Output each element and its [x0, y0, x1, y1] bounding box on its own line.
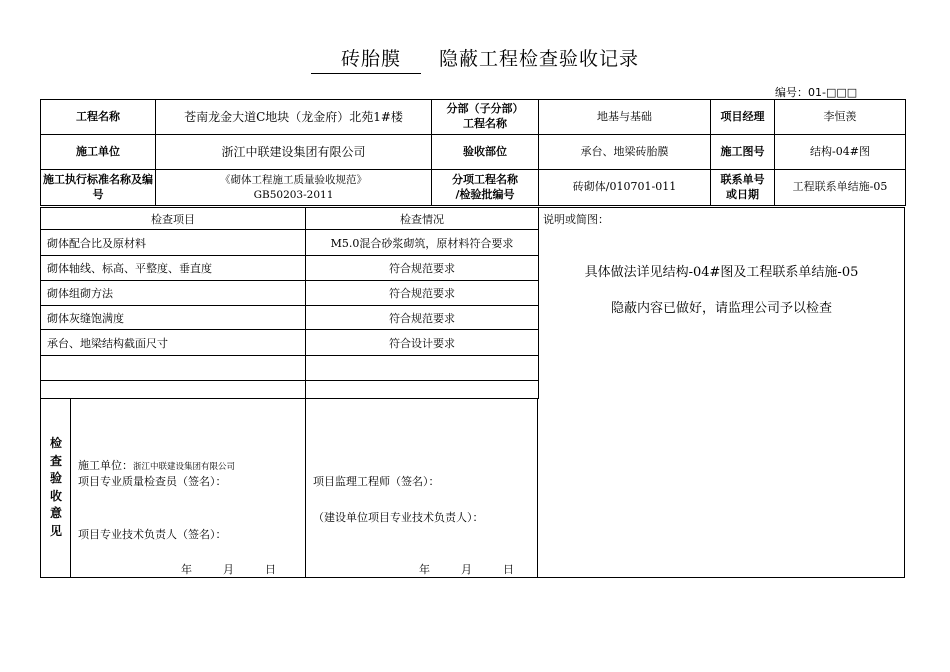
opinion-char: 验: [50, 471, 63, 485]
pm-value: 李恒羡: [775, 100, 906, 135]
standard-value: [156, 170, 432, 206]
standard-line2: GB50203-2011: [253, 188, 334, 201]
title-prefix: 砖胎膜: [311, 44, 421, 74]
contractor-sign-row: [78, 457, 235, 473]
drawing-no-label: 施工图号: [711, 135, 775, 170]
opinion-char: 见: [50, 523, 63, 538]
inspect-item: 砌体配合比及原材料: [41, 230, 306, 256]
inspect-status: 符合设计要求: [306, 330, 539, 356]
contact-label-line2: 或日期: [726, 187, 759, 201]
contractor-label: 施工单位: [41, 135, 156, 170]
opinion-char: 收: [50, 488, 63, 503]
project-name-label: 工程名称: [41, 100, 156, 135]
date-year: 年: [181, 563, 192, 576]
inspection-section: [40, 207, 538, 578]
sub-item-value: 砖砌体/010701-011: [539, 170, 711, 206]
document-title: [0, 44, 950, 74]
document-number: 编号：01-□□□: [775, 86, 858, 99]
inspect-item-empty: [41, 381, 306, 399]
division-label: [432, 100, 539, 135]
opinion-contractor-label: 施工单位：: [78, 459, 133, 472]
contact-value: 工程联系单结施-05: [775, 170, 906, 206]
sub-item-label-line2: /检验批编号: [455, 187, 515, 201]
inspect-status: 符合规范要求: [306, 306, 539, 330]
remarks-panel: [538, 207, 905, 578]
opinion-contractor-value: 浙江中联建设集团有限公司: [133, 462, 236, 472]
inspect-status: M5.0混合砂浆砌筑，原材料符合要求: [306, 230, 539, 256]
inspect-status: 符合规范要求: [306, 256, 539, 281]
inspect-status-header: 检查情况: [306, 208, 539, 230]
inspect-part-value: 承台、地梁砖胎膜: [539, 135, 711, 170]
tech-lead-label: 项目专业技术负责人（签名）：: [78, 528, 227, 541]
division-label-line2: 工程名称: [463, 117, 507, 130]
opinion-vertical-label: [41, 399, 71, 578]
date-year-2: 年: [419, 563, 430, 576]
inspect-status: 符合规范要求: [306, 281, 539, 306]
inspect-item: 砌体灰缝饱满度: [41, 306, 306, 330]
opinion-char: 意: [50, 506, 63, 520]
inspect-item: 砌体组砌方法: [41, 281, 306, 306]
contact-label-line1: 联系单号: [720, 172, 765, 186]
drawing-no-value: 结构-04#图: [775, 135, 906, 170]
owner-tech-label: （建设单位项目专业技术负责人）：: [313, 511, 484, 524]
standard-line1: 《砌体工程施工质量验收规范》: [220, 174, 367, 187]
remarks-line2: 隐蔽内容已做好，请监理公司予以检查: [610, 301, 832, 316]
inspect-part-label: 验收部位: [432, 135, 539, 170]
division-label-line1: 分部（子分部）: [446, 102, 524, 116]
standard-label: 施工执行标准名称及编号: [41, 170, 156, 206]
date-day-2: 日: [503, 563, 514, 576]
header-table: [40, 99, 906, 206]
inspect-status-empty: [306, 356, 539, 381]
pm-label: 项目经理: [711, 100, 775, 135]
inspect-item-empty: [41, 356, 306, 381]
date-month: 月: [223, 563, 234, 576]
sub-item-label: [432, 170, 539, 206]
contact-label: [711, 170, 775, 206]
date-month-2: 月: [461, 563, 472, 576]
contractor-value: 浙江中联建设集团有限公司: [156, 135, 432, 170]
opinion-char: 检: [50, 436, 63, 450]
title-main: 隐蔽工程检查验收记录: [439, 48, 640, 70]
sub-item-label-line1: 分项工程名称: [452, 172, 518, 186]
supervisor-label: 项目监理工程师（签名）：: [313, 475, 440, 488]
division-value: 地基与基础: [539, 100, 711, 135]
inspect-item: 承台、地梁结构截面尺寸: [41, 330, 306, 356]
remarks-label: 说明或简图：: [543, 213, 609, 226]
remarks-line1: 具体做法详见结构-04#图及工程联系单结施-05: [584, 265, 859, 280]
opinion-divider: [305, 399, 306, 578]
opinion-char: 查: [50, 453, 63, 468]
inspection-table: [40, 207, 539, 399]
inspect-status-empty: [306, 381, 539, 399]
date-day: 日: [265, 563, 276, 576]
inspect-item-header: 检查项目: [41, 208, 306, 230]
opinion-block: [40, 399, 538, 578]
project-name: 苍南龙金大道C地块（龙金府）北苑1#楼: [156, 100, 432, 135]
qc-inspector-label: 项目专业质量检查员（签名）：: [78, 475, 227, 488]
inspect-item: 砌体轴线、标高、平整度、垂直度: [41, 256, 306, 281]
